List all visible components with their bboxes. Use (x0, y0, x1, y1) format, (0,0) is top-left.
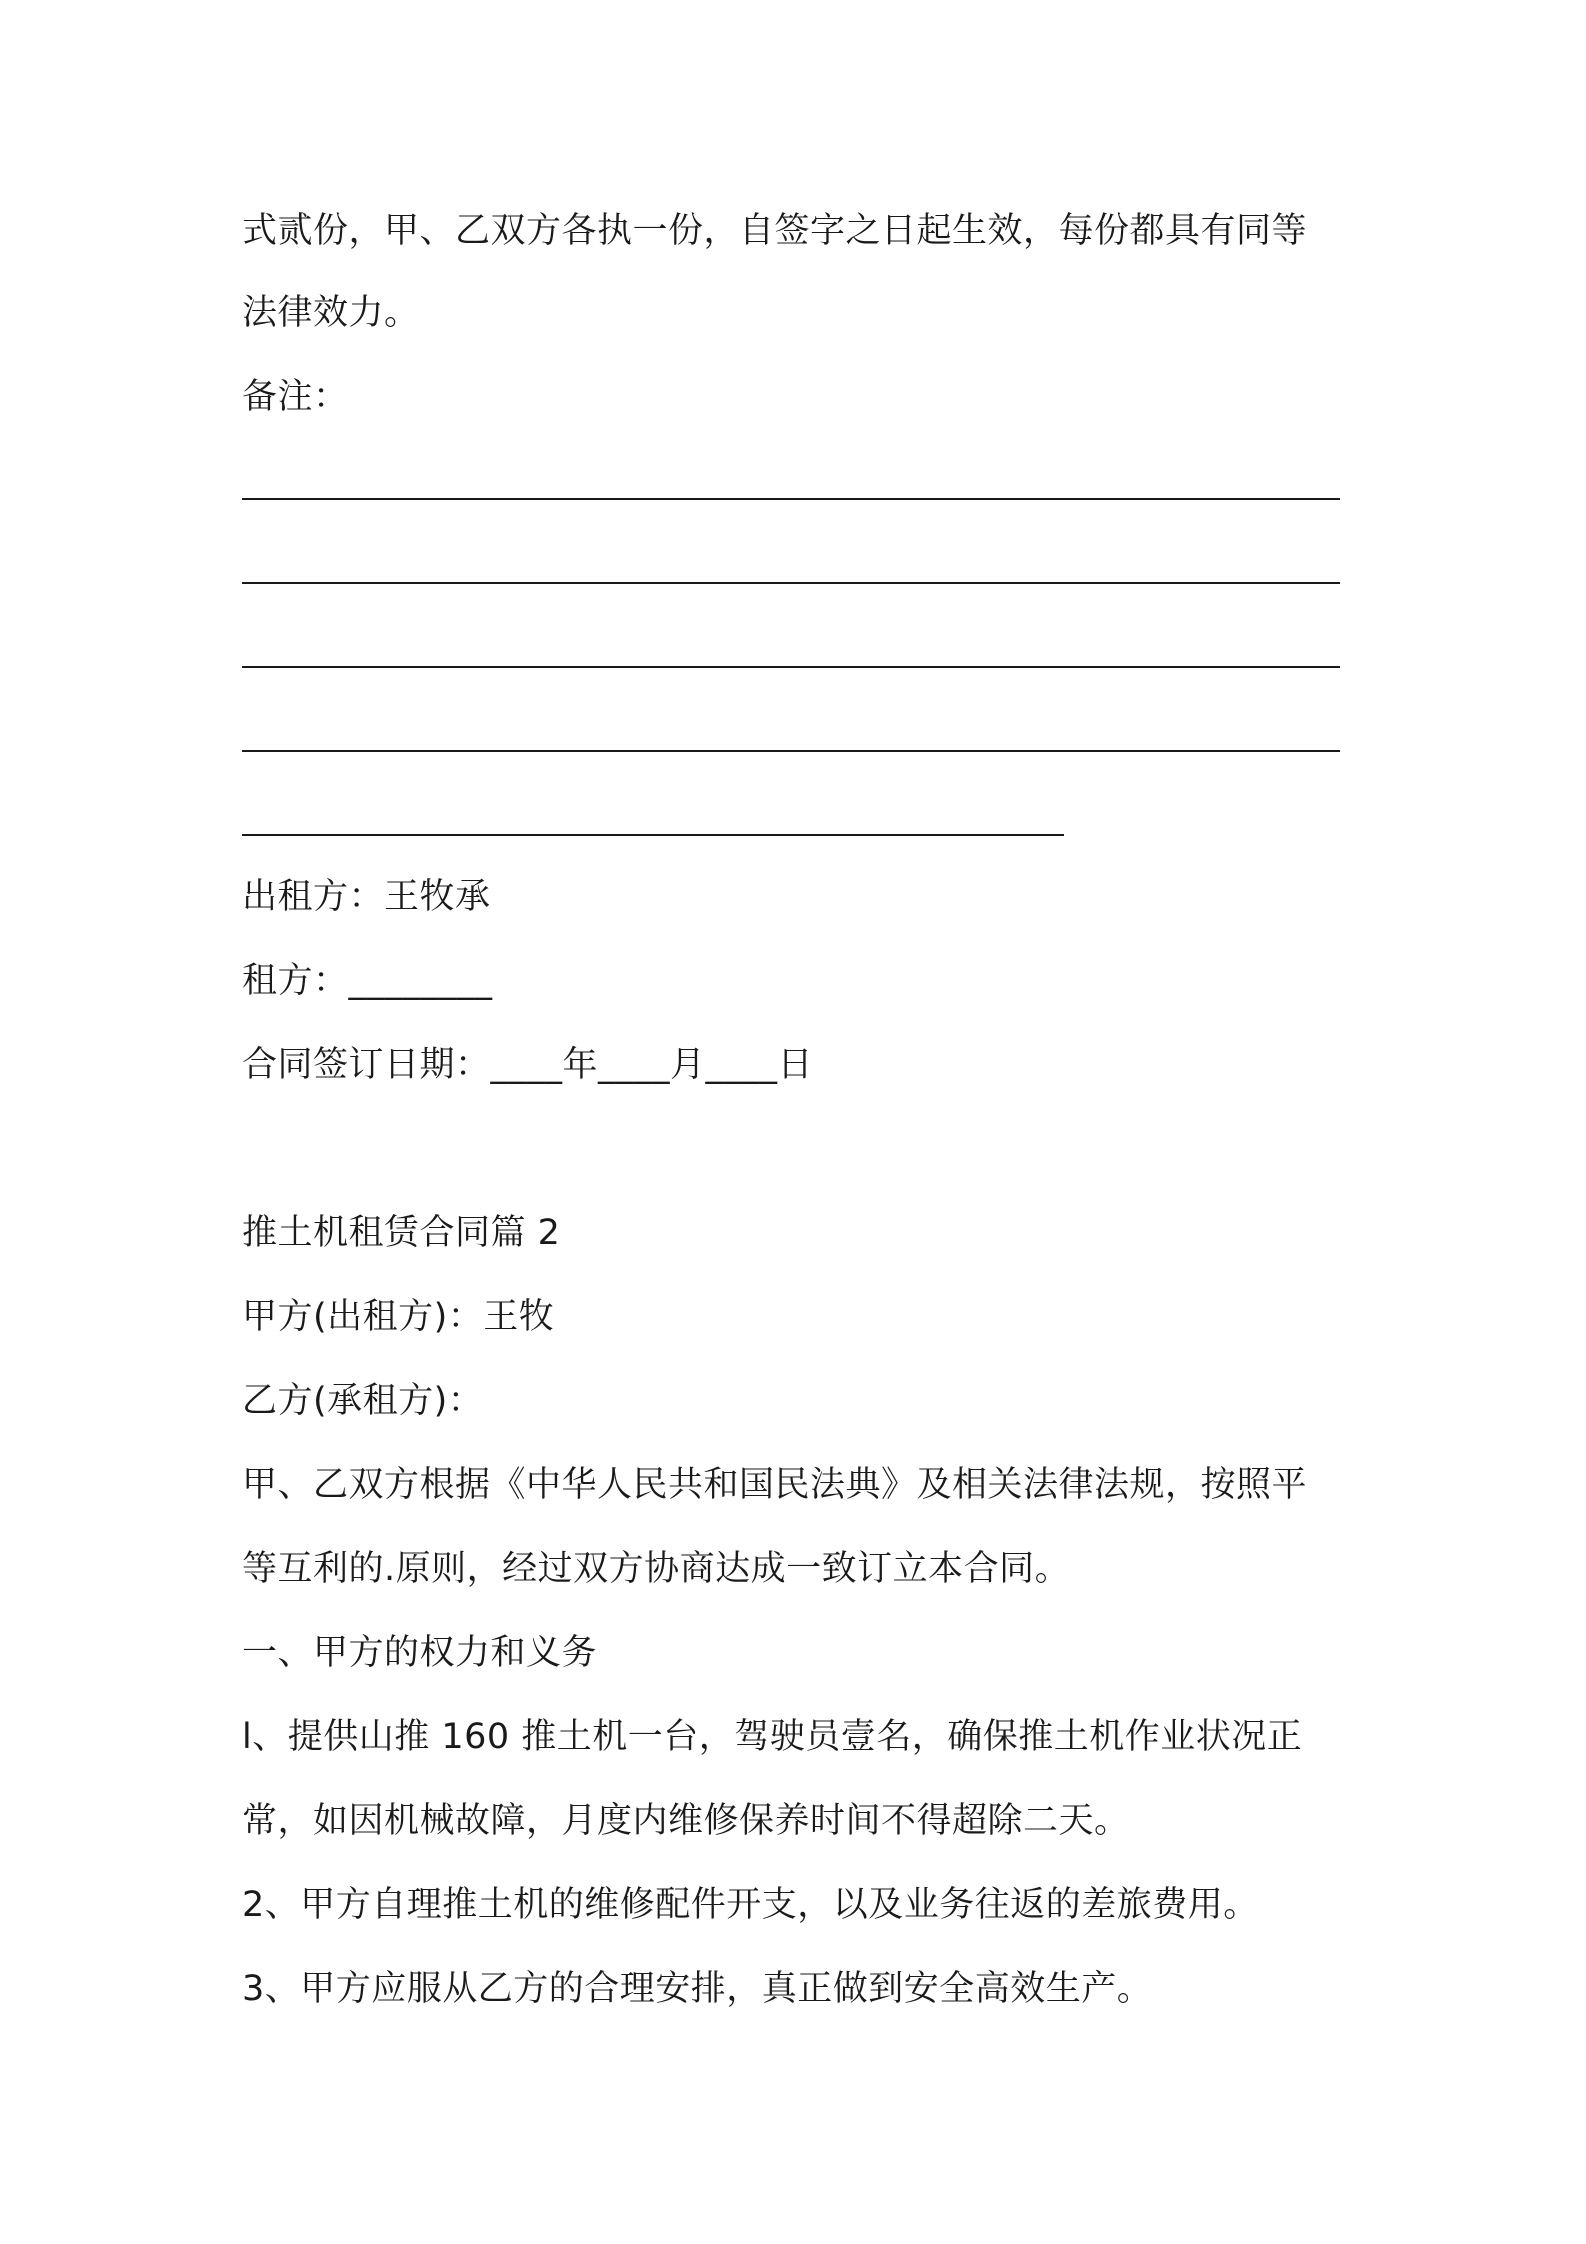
remarks-blank-line (242, 666, 1340, 668)
body-text-line: 式贰份，甲、乙双方各执一份，自签字之日起生效，每份都具有同等 (242, 211, 1308, 251)
lessee-line: 租方：________ (242, 961, 493, 1001)
body-text-line: 等互利的.原则，经过双方协商达成一致订立本合同。 (242, 1549, 1071, 1589)
remarks-blank-line (242, 834, 1064, 836)
clause-heading: 一、甲方的权力和义务 (242, 1633, 598, 1673)
remarks-blank-line (242, 750, 1340, 752)
remarks-blank-line (242, 582, 1340, 584)
clause-item: l、提供山推 160 推土机一台，驾驶员壹名，确保推土机作业状况正 (242, 1717, 1303, 1757)
lessor-line: 出租方：王牧承 (242, 877, 491, 917)
clause-item: 常，如因机械故障，月度内维修保养时间不得超除二天。 (242, 1801, 1130, 1841)
remarks-label: 备注： (242, 377, 349, 417)
clause-item: 3、甲方应服从乙方的合理安排，真正做到安全高效生产。 (242, 1969, 1153, 2009)
body-text-line: 法律效力。 (242, 293, 420, 333)
signing-date-line: 合同签订日期：____年____月____日 (242, 1045, 814, 1085)
remarks-blank-line (242, 498, 1340, 500)
section-title: 推土机租赁合同篇 2 (242, 1213, 561, 1253)
party-b-line: 乙方(承租方)： (242, 1381, 484, 1421)
body-text-line: 甲、乙双方根据《中华人民共和国民法典》及相关法律法规，按照平 (242, 1465, 1308, 1505)
party-a-line: 甲方(出租方)：王牧 (242, 1297, 555, 1337)
clause-item: 2、甲方自理推土机的维修配件开支，以及业务往返的差旅费用。 (242, 1885, 1259, 1925)
